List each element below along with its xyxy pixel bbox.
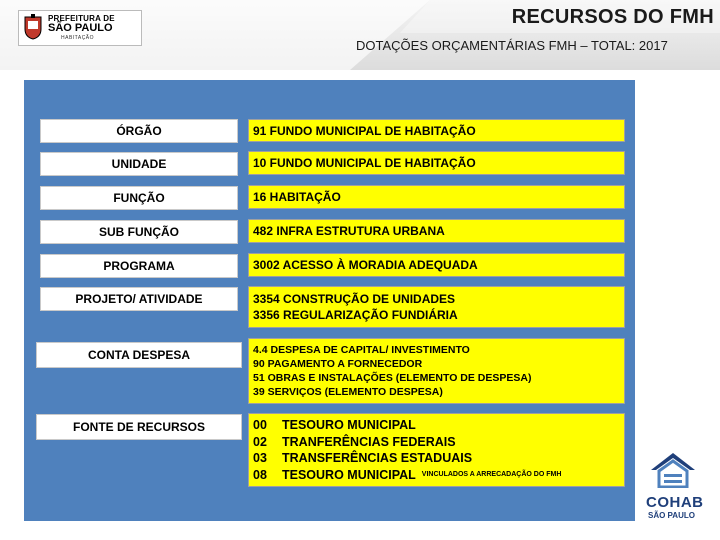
value-projeto-atividade <box>248 286 625 328</box>
prefeitura-logo <box>18 10 142 46</box>
despesa-line: 39 SERVIÇOS (ELEMENTO DESPESA) <box>253 386 443 398</box>
label-subfuncao: SUB FUNÇÃO <box>40 220 238 244</box>
value-funcao: 16 HABITAÇÃO <box>248 185 625 209</box>
source-row <box>253 434 620 451</box>
label-programa: PROGRAMA <box>40 254 238 278</box>
source-row <box>253 467 620 487</box>
city-seal-icon <box>23 14 43 40</box>
value-conta-despesa <box>248 338 625 404</box>
projeto-line: 3354 CONSTRUÇÃO DE UNIDADES <box>253 292 456 306</box>
source-name: TESOURO MUNICIPAL <box>282 467 416 482</box>
source-note: VINCULADOS A ARRECADAÇÃO DO FMH <box>421 470 562 478</box>
house-icon <box>649 452 697 488</box>
source-code: 08 <box>253 467 267 482</box>
cohab-subtitle: SÃO PAULO <box>648 511 695 520</box>
logo-text-line2: SÃO PAULO <box>48 22 113 34</box>
value-fonte-recursos <box>248 413 625 487</box>
cohab-logo <box>643 452 705 524</box>
source-name: TRANFERÊNCIAS FEDERAIS <box>282 434 456 449</box>
source-name: TRANSFERÊNCIAS ESTADUAIS <box>282 451 473 465</box>
label-projeto-atividade: PROJETO/ ATIVIDADE <box>40 287 238 311</box>
page-subtitle: DOTAÇÕES ORÇAMENTÁRIAS FMH – TOTAL: 2017 <box>356 38 668 53</box>
source-row <box>253 417 620 434</box>
despesa-line: 90 PAGAMENTO A FORNECEDOR <box>253 358 423 370</box>
despesa-line: 51 OBRAS E INSTALAÇÕES (ELEMENTO DE DESPESA) <box>253 372 532 384</box>
label-unidade: UNIDADE <box>40 152 238 176</box>
label-conta-despesa: CONTA DESPESA <box>36 342 242 368</box>
page-title: RECURSOS DO FMH <box>511 6 714 28</box>
label-fonte-recursos: FONTE DE RECURSOS <box>36 414 242 440</box>
label-funcao: FUNÇÃO <box>40 186 238 210</box>
source-name: TESOURO MUNICIPAL <box>282 418 416 432</box>
value-unidade: 10 FUNDO MUNICIPAL DE HABITAÇÃO <box>248 151 625 175</box>
cohab-name: COHAB <box>646 494 704 511</box>
logo-text-line3: HABITAÇÃO <box>61 35 95 41</box>
header-bar <box>0 0 720 70</box>
value-subfuncao: 482 INFRA ESTRUTURA URBANA <box>248 219 625 243</box>
logo-text-line1: PREFEITURA DE <box>48 14 115 23</box>
source-row <box>253 450 620 467</box>
label-orgao: ÓRGÃO <box>40 119 238 143</box>
value-orgao: 91 FUNDO MUNICIPAL DE HABITAÇÃO <box>248 119 625 142</box>
projeto-line: 3356 REGULARIZAÇÃO FUNDIÁRIA <box>253 308 458 322</box>
source-code: 03 <box>253 451 267 465</box>
source-code: 02 <box>253 434 267 449</box>
despesa-line: 4.4 DESPESA DE CAPITAL/ INVESTIMENTO <box>253 344 470 356</box>
value-programa: 3002 ACESSO À MORADIA ADEQUADA <box>248 253 625 277</box>
source-code: 00 <box>253 418 267 432</box>
